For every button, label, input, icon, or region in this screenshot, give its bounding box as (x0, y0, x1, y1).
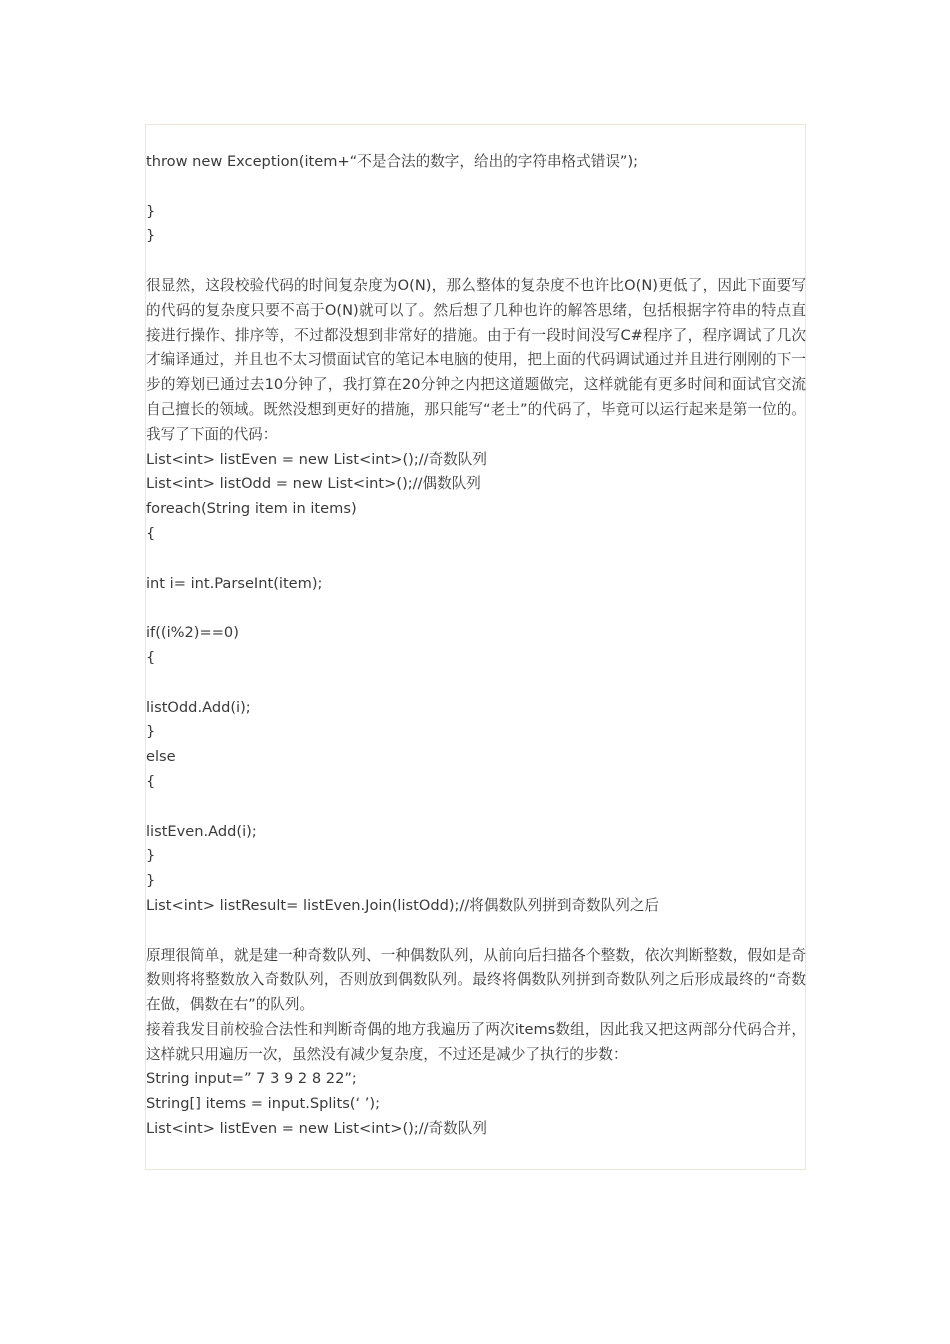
blank-line (146, 596, 806, 621)
blank-line (146, 547, 806, 572)
code-line: { (146, 648, 156, 666)
blank-line (146, 175, 806, 200)
code-line: if((i%2)==0) (146, 624, 239, 642)
code-line: String input=” 7 3 9 2 8 22”; (146, 1070, 357, 1088)
code-line: foreach(String item in items) (146, 500, 357, 518)
code-line: List<int> listOdd = new List<int>();//偶数队列 (146, 475, 481, 493)
code-line: String[] items = input.Splits(‘ ’); (146, 1095, 381, 1113)
code-line: int i= int.ParseInt(item); (146, 574, 323, 592)
code-line: } (146, 202, 156, 220)
blank-line (146, 795, 806, 820)
document-body (146, 150, 806, 1142)
code-line: } (146, 227, 156, 245)
text-paragraph: 原理很简单，就是建一种奇数队列、一种偶数队列，从前向后扫描各个整数，依次判断整数，假如是奇数则将将整数放入奇数队列，否则放到偶数队列。最终将偶数队列拼到奇数队列之后形成最终的“奇数在做，偶数在右”的队列。 (146, 946, 806, 1014)
text-paragraph: 很显然，这段校验代码的时间复杂度为O(N)，那么整体的复杂度不也许比O(N)更低了，因此下面要写的代码的复杂度只要不高于O(N)就可以了。然后想了几种也许的解答思绪，包括根据字符串的特点直接进行操作、排序等，不过都没想到非常好的措施。由于有一段时间没写C#程序了，程序调试了几次才编译通过，并且也不太习惯面试官的笔记本电脑的使用，把上面的代码调试通过并且进行刚刚的下一步的筹划已通过去10分钟了，我打算在20分钟之内把这道题做完，这样就能有更多时间和面试官交流自己擅长的领域。既然没想到更好的措施，那只能写“老土”的代码了，毕竟可以运行起来是第一位的。我写了下面的代码： (146, 276, 806, 443)
code-line: { (146, 772, 156, 790)
code-line: } (146, 723, 156, 741)
code-line: listEven.Add(i); (146, 822, 257, 840)
code-line: List<int> listEven = new List<int>();//奇数队列 (146, 1120, 487, 1138)
code-line: List<int> listEven = new List<int>();//奇数队列 (146, 450, 487, 468)
blank-line (146, 249, 806, 274)
code-line: else (146, 748, 176, 766)
code-line: List<int> listResult= listEven.Join(listOdd);//将偶数队列拼到奇数队列之后 (146, 896, 660, 914)
code-line: } (146, 872, 156, 890)
code-line: { (146, 524, 156, 542)
code-line: } (146, 847, 156, 865)
code-line: throw new Exception(item+“不是合法的数字，给出的字符串格式错误”); (146, 153, 639, 170)
blank-line (146, 671, 806, 696)
code-line: listOdd.Add(i); (146, 698, 251, 716)
text-paragraph: 接着我发目前校验合法性和判断奇偶的地方我遍历了两次items数组，因此我又把这两部分代码合并，这样就只用遍历一次，虽然没有减少复杂度，不过还是减少了执行的步数： (146, 1020, 806, 1063)
blank-line (146, 919, 806, 944)
